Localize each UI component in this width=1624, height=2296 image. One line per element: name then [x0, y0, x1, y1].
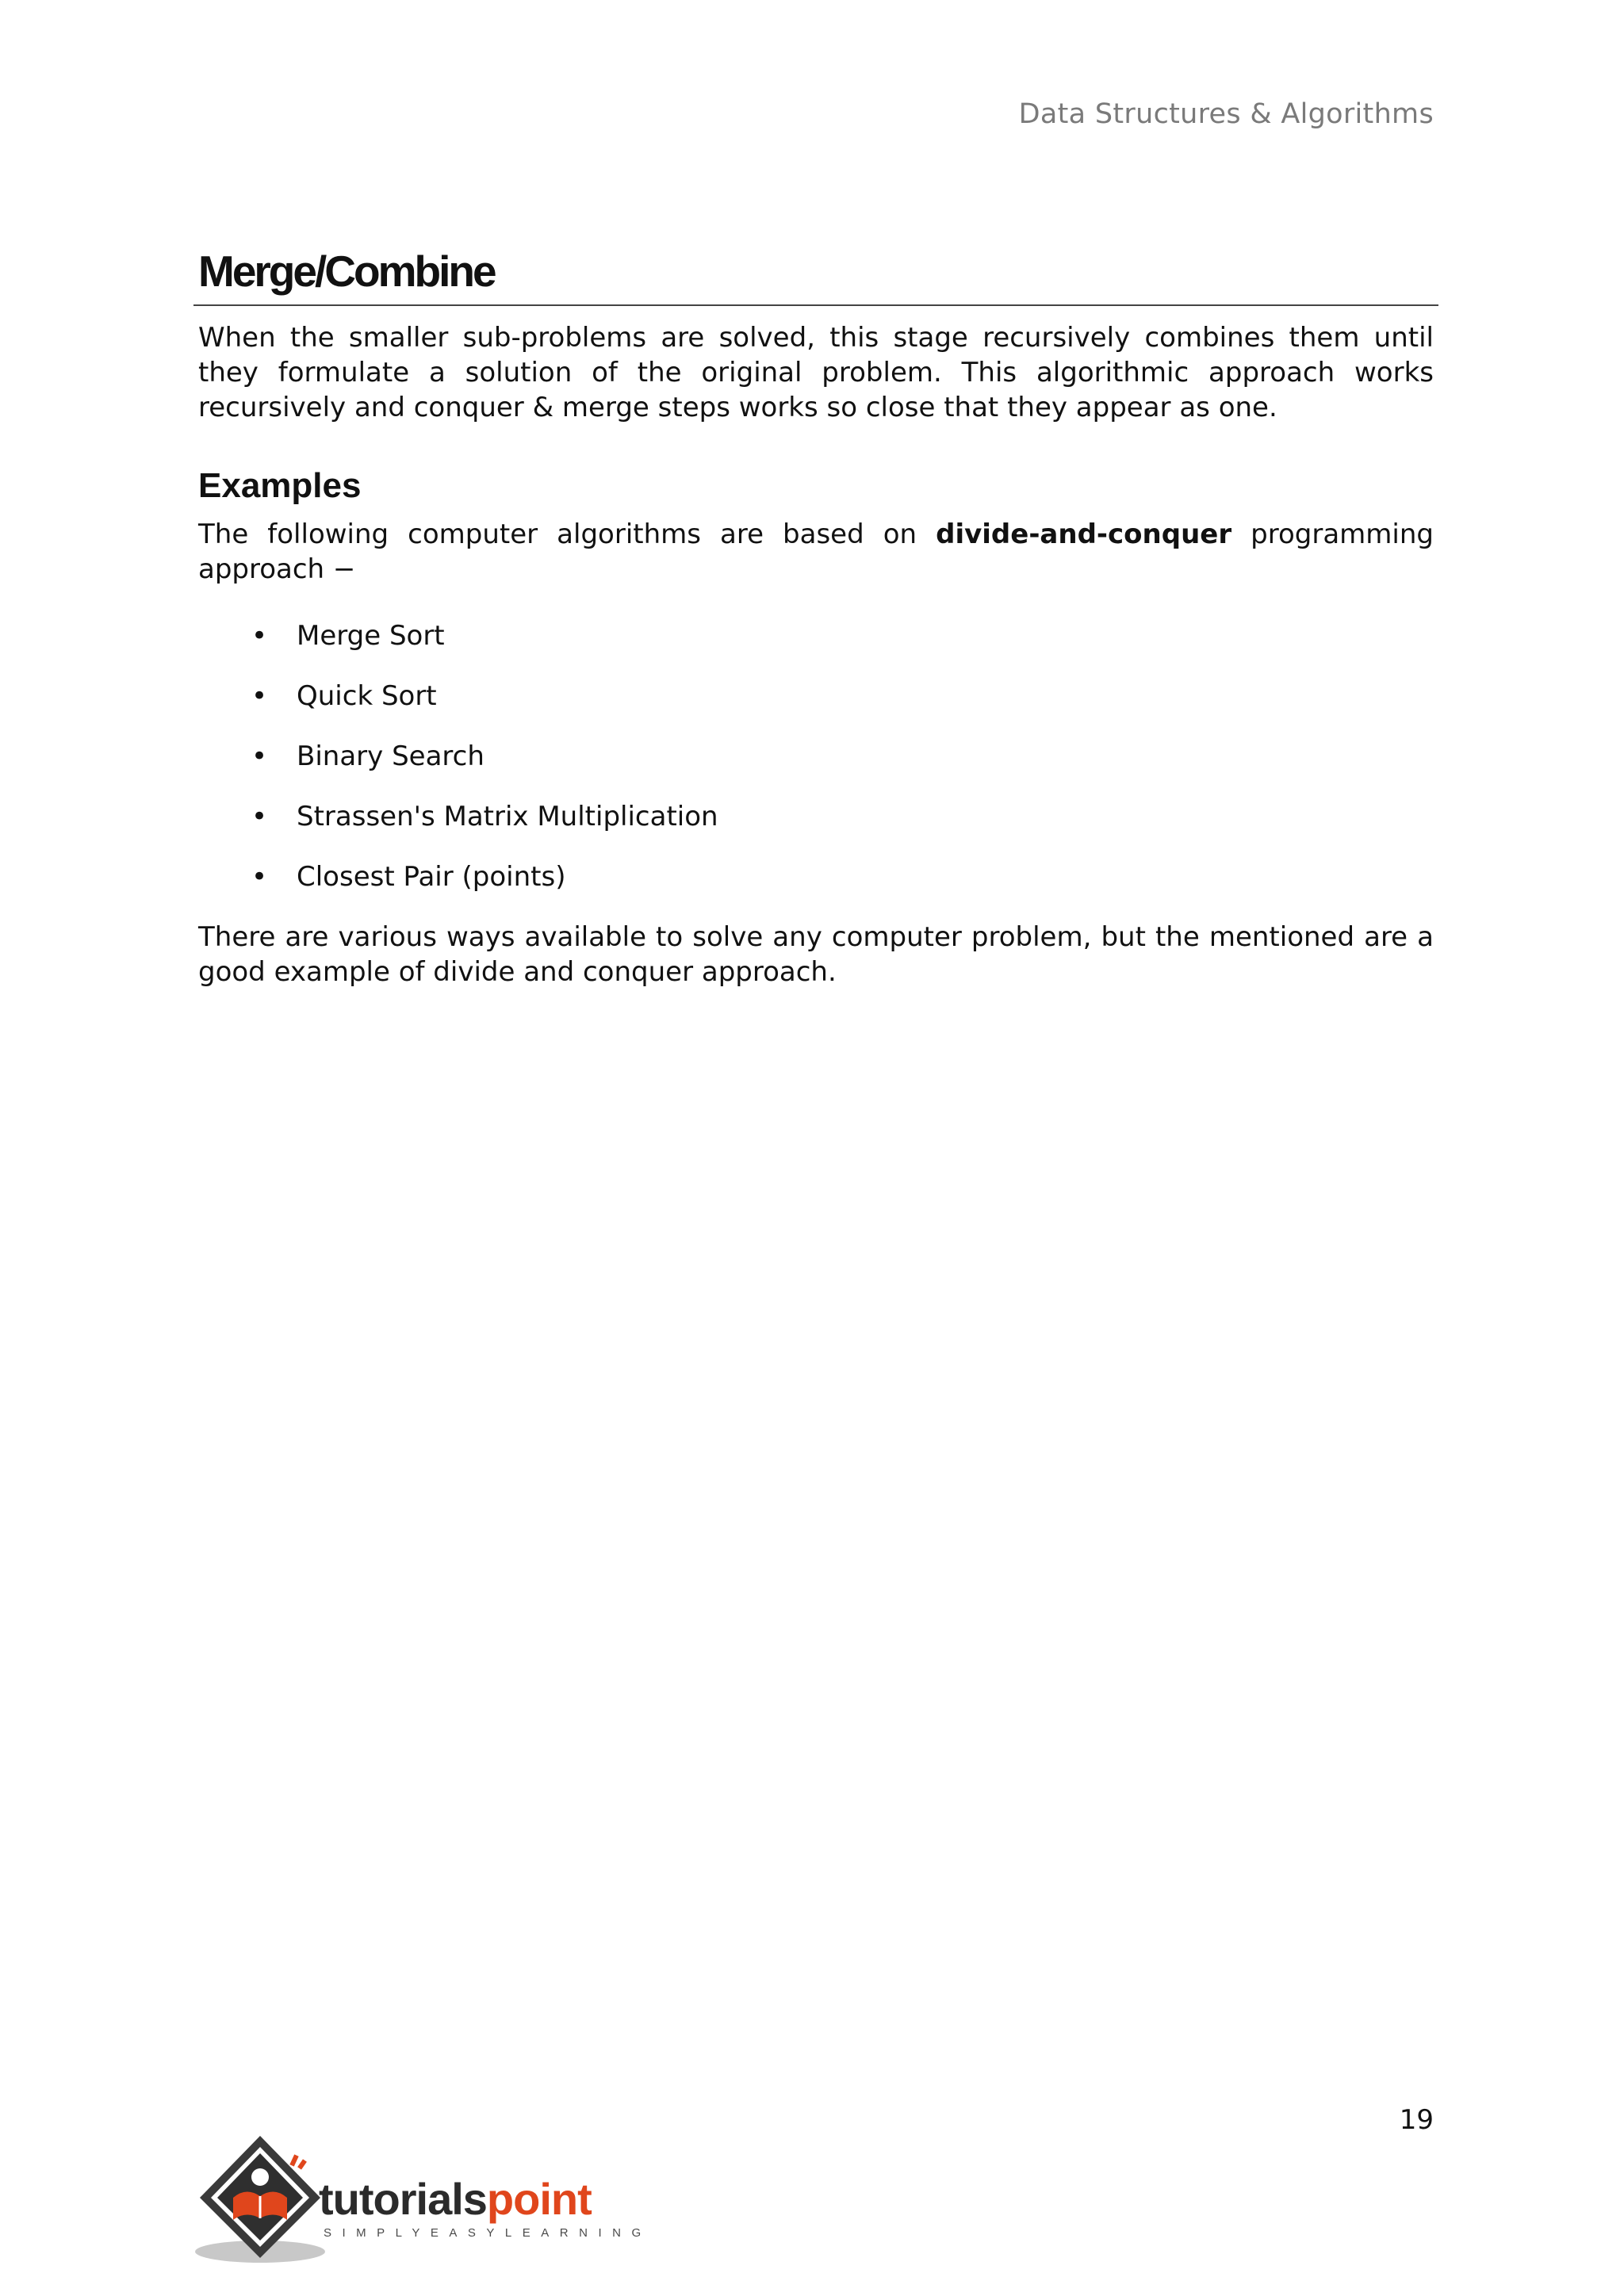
bullet-icon: • — [251, 801, 268, 832]
list-item — [198, 618, 1434, 653]
bullet-icon: • — [251, 740, 268, 772]
section-title: Merge/Combine — [193, 246, 1438, 306]
page-number: 19 — [1399, 2104, 1434, 2136]
page-content — [198, 246, 1434, 989]
logo-tagline: SIMPLYEASYLEARNING — [324, 2226, 652, 2240]
bullet-icon: • — [251, 861, 268, 893]
list-item-label: Merge Sort — [297, 620, 445, 652]
list-item-label: Closest Pair (points) — [297, 861, 566, 893]
closing-paragraph: There are various ways available to solve any computer problem, but the mentioned are a good example of divide and conquer approach. — [198, 921, 1434, 988]
list-item-label: Binary Search — [297, 740, 485, 772]
logo-word-tutorials: tutorials — [319, 2174, 487, 2224]
logo-wordmark — [319, 2174, 592, 2224]
list-item — [198, 859, 1434, 894]
examples-intro-emphasis: divide-and-conquer — [936, 519, 1232, 550]
list-item — [198, 739, 1434, 774]
tutorialspoint-logo — [193, 2131, 652, 2271]
examples-intro — [198, 517, 1434, 587]
examples-list — [198, 618, 1434, 894]
running-header: Data Structures & Algorithms — [1018, 98, 1434, 130]
bullet-icon: • — [251, 680, 268, 712]
logo-word-point: point — [486, 2174, 592, 2224]
list-item — [198, 799, 1434, 834]
list-item-label: Quick Sort — [297, 680, 437, 712]
list-item-label: Strassen's Matrix Multiplication — [297, 801, 718, 832]
examples-heading: Examples — [198, 466, 362, 505]
examples-intro-tail: programming approach − — [198, 519, 1434, 585]
merge-paragraph: When the smaller sub-problems are solved, this stage recursively combines them until they formulate a solution of the original problem. This algorithmic approach works recursively and conquer & merge steps works so close that they appear as one. — [198, 322, 1434, 423]
bullet-icon: • — [251, 620, 268, 652]
examples-intro-lead: The following computer algorithms are based on — [198, 519, 936, 550]
list-item — [198, 679, 1434, 714]
